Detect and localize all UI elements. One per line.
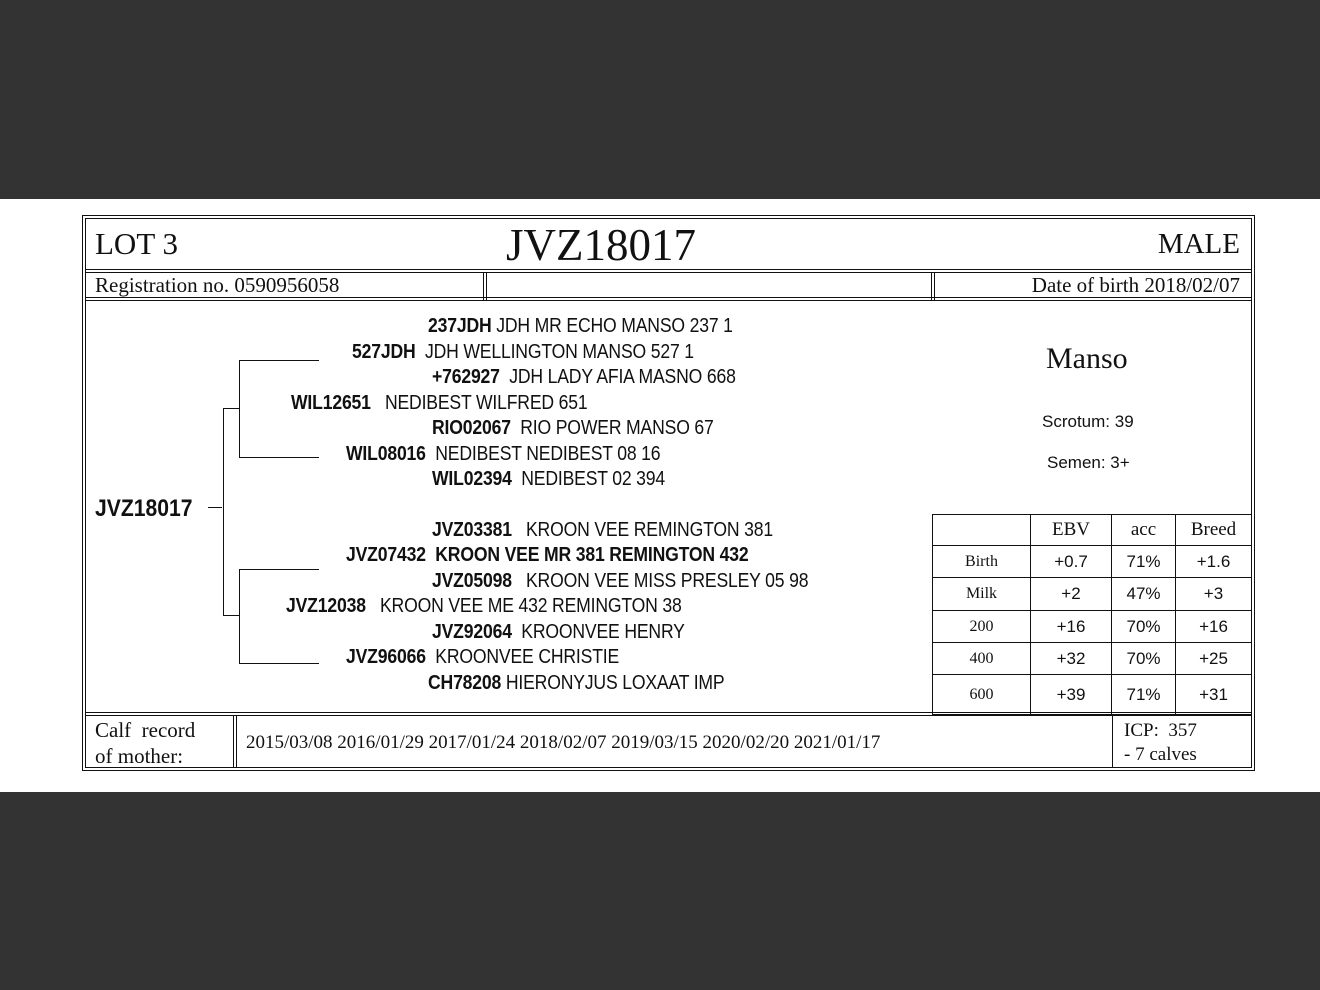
- trait-label: 600: [933, 675, 1031, 715]
- table-row: [933, 546, 1252, 578]
- ebv-header-blank: [933, 515, 1031, 546]
- pedigree-entry: 237JDH JDH MR ECHO MANSO 237 1: [428, 315, 733, 337]
- ebv-header: EBV: [1031, 515, 1112, 546]
- acc-header: acc: [1112, 515, 1176, 546]
- pedigree-dam-sire-line: [239, 569, 319, 570]
- trait-label: Birth: [933, 546, 1031, 578]
- date-of-birth: Date of birth 2018/02/07: [1031, 273, 1240, 297]
- acc-value: 71%: [1112, 675, 1176, 715]
- breed-header: Breed: [1176, 515, 1252, 546]
- calf-divider-top-2: [85, 715, 1252, 716]
- icp-value: ICP: 357: [1124, 720, 1197, 741]
- breed-value: +16: [1176, 611, 1252, 643]
- trait-label: 400: [933, 643, 1031, 675]
- pedigree-entry: WIL12651 NEDIBEST WILFRED 651: [291, 392, 588, 414]
- lot-number: LOT 3: [95, 226, 178, 261]
- reg-divider-2: [931, 272, 932, 300]
- pedigree-entry: RIO02067 RIO POWER MANSO 67: [432, 417, 714, 439]
- pedigree-dam-stub: [223, 615, 239, 616]
- table-row: [933, 578, 1252, 611]
- acc-value: 71%: [1112, 546, 1176, 578]
- scrotum-value: Scrotum: 39: [1042, 412, 1134, 431]
- pedigree-entry: JVZ96066 KROONVEE CHRISTIE: [346, 646, 620, 668]
- pedigree-entry: WIL08016 NEDIBEST NEDIBEST 08 16: [346, 443, 661, 465]
- calves-count: - 7 calves: [1124, 744, 1197, 765]
- reg-divider-2b: [934, 272, 935, 300]
- pedigree-root-vertical: [223, 408, 224, 616]
- registration-number: Registration no. 0590956058: [95, 273, 340, 297]
- reg-divider-1b: [486, 272, 487, 300]
- ebv-value: +0.7: [1031, 546, 1112, 578]
- pedigree-entry: JVZ05098 KROON VEE MISS PRESLEY 05 98: [432, 570, 809, 592]
- pedigree-entry: JVZ12038 KROON VEE ME 432 REMINGTON 38: [286, 595, 682, 617]
- pedigree-entry: WIL02394 NEDIBEST 02 394: [432, 468, 666, 490]
- sex-label: MALE: [1157, 228, 1240, 260]
- pedigree-entry: JVZ92064 KROONVEE HENRY: [432, 621, 685, 643]
- pedigree-entry: JVZ03381 KROON VEE REMINGTON 381: [432, 519, 773, 541]
- table-row: [933, 643, 1252, 675]
- pedigree-animal-id: JVZ18017: [95, 495, 193, 522]
- lot-sheet: [0, 199, 1320, 792]
- calf-record-label-2: of mother:: [95, 744, 184, 768]
- calf-divider-left-2: [236, 715, 237, 768]
- calf-record-dates: 2015/03/08 2016/01/29 2017/01/24 2018/02/07 2019/03/15 2020/02/20 2021/01/17: [246, 732, 881, 753]
- breed-value: +1.6: [1176, 546, 1252, 578]
- acc-value: 70%: [1112, 611, 1176, 643]
- pedigree-dam-dam-line: [239, 663, 319, 664]
- pedigree-entry: +762927 JDH LADY AFIA MASNO 668: [432, 366, 736, 388]
- calf-divider-right: [1112, 715, 1113, 768]
- ebv-table: [932, 514, 1252, 715]
- table-row: [933, 611, 1252, 643]
- ebv-value: +2: [1031, 578, 1112, 611]
- pedigree-sire-sire-line: [239, 360, 319, 361]
- calf-divider-top: [85, 712, 1252, 713]
- animal-id-title: JVZ18017: [506, 220, 696, 270]
- pedigree-entry: JVZ07432 KROON VEE MR 381 REMINGTON 432: [346, 544, 749, 566]
- reg-divider-bottom-2: [85, 300, 1252, 301]
- calf-record-label-1: Calf record: [95, 718, 196, 742]
- pedigree-dam-vertical: [239, 569, 240, 664]
- breed-value: +3: [1176, 578, 1252, 611]
- header-divider: [85, 269, 1252, 270]
- pedigree-root-line: [208, 507, 222, 508]
- pedigree-sire-stub: [223, 408, 239, 409]
- reg-divider-bottom: [85, 297, 1252, 298]
- ebv-value: +32: [1031, 643, 1112, 675]
- acc-value: 70%: [1112, 643, 1176, 675]
- pedigree-entry: CH78208 HIERONYJUS LOXAAT IMP: [428, 672, 725, 694]
- pedigree-sire-vertical: [239, 360, 240, 458]
- calf-divider-left: [233, 715, 234, 768]
- breed-value: +31: [1176, 675, 1252, 715]
- breed-value: +25: [1176, 643, 1252, 675]
- ebv-value: +39: [1031, 675, 1112, 715]
- breed-name: Manso: [1046, 342, 1128, 375]
- ebv-value: +16: [1031, 611, 1112, 643]
- trait-label: 200: [933, 611, 1031, 643]
- semen-value: Semen: 3+: [1047, 453, 1130, 472]
- pedigree-sire-dam-line: [239, 457, 319, 458]
- table-row: [933, 675, 1252, 715]
- acc-value: 47%: [1112, 578, 1176, 611]
- pedigree-entry: 527JDH JDH WELLINGTON MANSO 527 1: [352, 341, 694, 363]
- reg-divider-1: [483, 272, 484, 300]
- trait-label: Milk: [933, 578, 1031, 611]
